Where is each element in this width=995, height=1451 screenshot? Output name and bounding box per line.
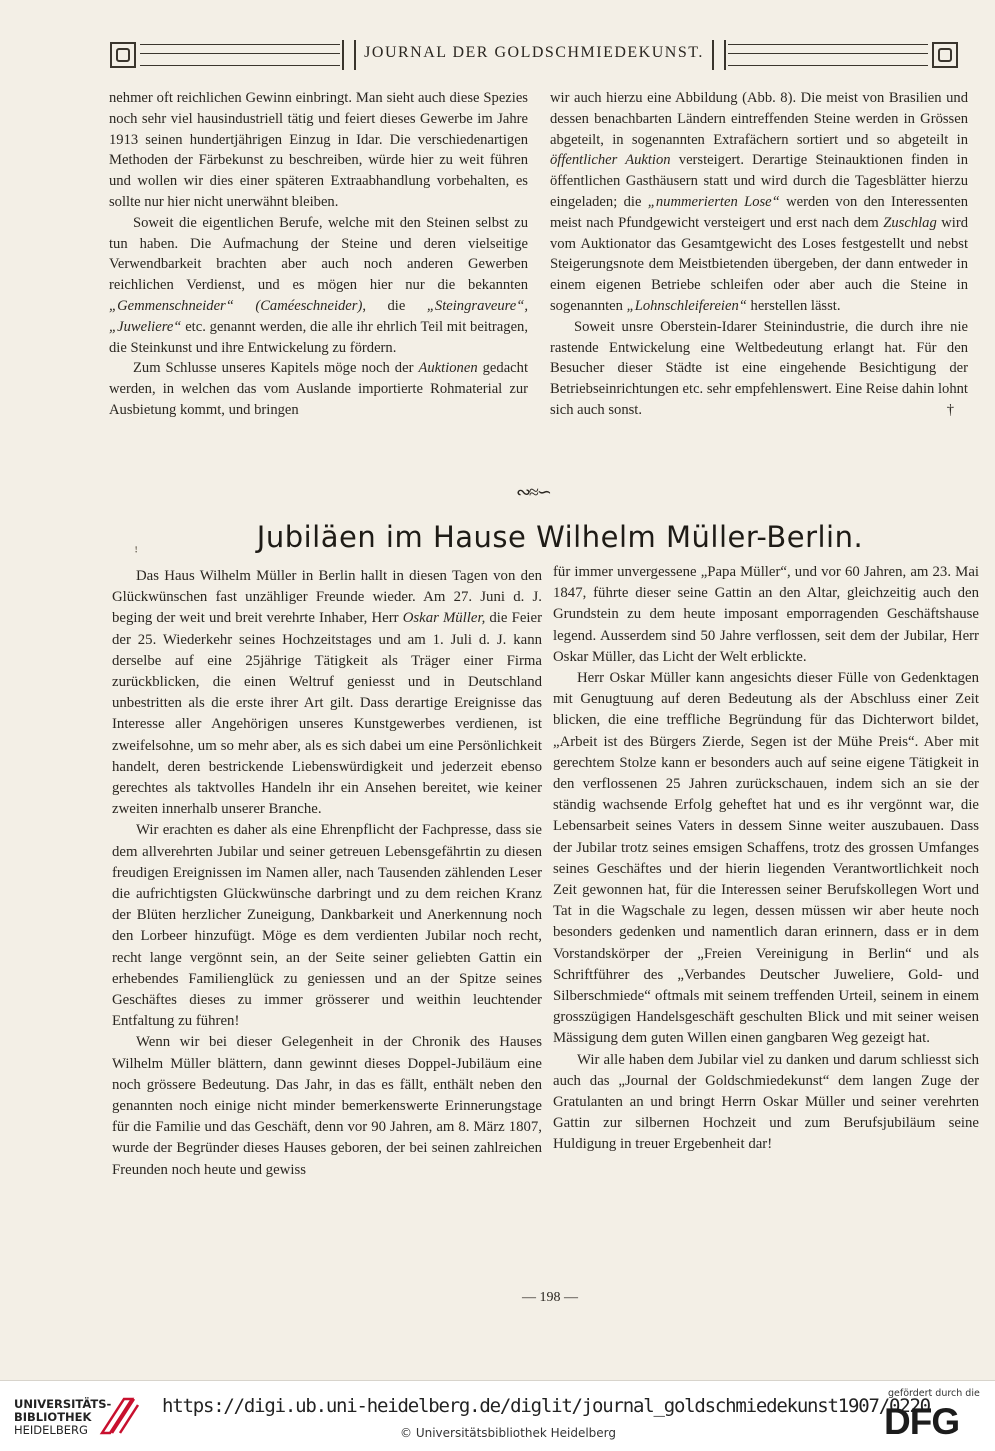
header-rule-left: [140, 44, 340, 66]
digitization-footer: [0, 1380, 995, 1451]
article-column-left: [112, 566, 542, 1181]
paragraph: Wir erachten es daher als eine Ehrenpflicht der Fachpresse, dass sie dem allverehrten Jubilar und seiner getreuen Lebensgefährtin zu diesen freudigen Ereignissen im Namen aller, nach Tausenden zählenden Leser die aufrichtigsten Glückwünsche darbringt und zu dem reichen Kranz der Blüten herzlicher Zuneigung, Dankbarkeit und Anerkennung noch den Lorbeer hinzufügt. Möge es dem verdienten Jubilar noch recht, recht lange vergönnt sein, an der Seite seiner geliebten Gattin ein erhebendes Familienglück zu geniessen und an der Spitze seines Geschäftes dieses zu immer grösserer und weithin leuchtender Entfaltung zu führen!: [112, 822, 542, 1030]
header-bars-right: [712, 40, 726, 70]
article-column-right: [553, 562, 979, 1156]
library-name: UNIVERSITÄTS- BIBLIOTHEK HEIDELBERG: [14, 1397, 112, 1437]
copyright-notice: © Universitätsbibliothek Heidelberg: [400, 1426, 617, 1440]
library-logo-icon: [98, 1393, 142, 1437]
header-ornament-left: [110, 42, 136, 68]
dagger-mark: †: [946, 401, 954, 418]
small-mark-icon: ꜝ: [134, 546, 139, 561]
header-bars-left: [342, 40, 356, 70]
paragraph: Wir alle haben dem Jubilar viel zu danken und darum schliesst sich auch das „Journal der Goldschmiedekunst“ dem langen Zuge der Gratulanten an und bringt Herrn Oskar Müller und seiner verehrten Gattin zur silbernen Hochzeit und zum Berufsjubiläum seine Huldigung in treuer Ergebenheit dar!: [553, 1051, 979, 1153]
paragraph: für immer unvergessene „Papa Müller“, und vor 60 Jahren, am 23. Mai 1847, führte dieser seine Gattin an den Altar, gleichzeitig auch den Grundstein zu dem heute imposant emporragenden Geschäftshause legend. Ausserdem sind 50 Jahre verflossen, seit dem der Jubilar, Herr Oskar Müller, das Licht der Welt erblickte.: [553, 564, 979, 665]
dfg-logo: DFG: [884, 1401, 960, 1442]
paragraph: Das Haus Wilhelm Müller in Berlin hallt in diesen Tagen von den Glückwünschen fast unzähliger Freunde wieder. Am 27. Juni d. J. beging der weit und breit verehrte Inhaber, Herr Oskar Müller, die Feier der 25. Wiederkehr seines Hochzeitstages und am 1. Juli d. J. kann derselbe auf eine 25jährige Tätigkeit als Träger einer Firma zurückblicken, die einen Weltruf geniesst und in Deutschland unbestritten als die erste ihrer Art gilt. Dass derartige Ereignisse das Interesse aller Angehörigen unseres Kunstgewerbes verdienen, ist zweifelsohne, um so mehr aber, als es sich dabei um eine Persönlichkeit handelt, deren bestrickende Liebenswürdigkeit und jederzeit ebenso gerechtes als taktvolles Handeln ihr ein Ansehen bereitet, wie keiner zweiten innerhalb unserer Branche.: [112, 568, 542, 818]
paragraph: Zum Schlusse unseres Kapitels möge noch der Auktionen gedacht werden, in welchen das vom Auslande importierte Rohmaterial zur Ausbietung kommt, und bringen: [109, 360, 528, 418]
paragraph: wir auch hierzu eine Abbildung (Abb. 8). Die meist von Brasilien und dessen benachbarten Ländern eintreffenden Steine werden in Grössen abgeteilt, in sogenannten Extrafächern sortiert und so abgeteilt in öffentlicher Auktion versteigert. Derartige Steinauktionen finden in öffentlichen Gasthäusern statt und wird durch die Tagesblätter hierzu eingeladen; die „nummerierten Lose“ werden von den Interessenten meist nach Pfundgewicht versteigert und erst nach dem Zuschlag wird vom Auktionator das Gesamtgewicht des Loses festgestellt und nebst Steigerungsnote dem Meistbietenden übergeben, der dann entweder in einem eigenen Betriebe schleifen oder aber auch die Steine in sogenannten „Lohnschleifereien“ herstellen lässt.: [550, 90, 969, 314]
paragraph: Wenn wir bei dieser Gelegenheit in der Chronik des Hauses Wilhelm Müller blättern, dann gewinnt dieses Doppel-Jubiläum eine noch grössere Bedeutung. Das Jahr, in das es fällt, enthält neben den genannten noch einige nicht minder bemerkenswerte Erinnerungstage für die Familie und das Geschäft, denn vor 90 Jahren, am 8. März 1807, wurde der Begründer dieses Hauses geboren, der bei seinen zahlreichen Freunden noch heute und gewiss: [112, 1034, 542, 1178]
journal-title: JOURNAL DER GOLDSCHMIEDEKUNST.: [364, 44, 704, 61]
upper-column-left: [109, 88, 528, 421]
header-rule-right: [728, 44, 928, 66]
paragraph: Herr Oskar Müller kann angesichts dieser Fülle von Gedenktagen mit Genugtuung auf deren Bedeutung als der Abschluss einer Zeit blicken, die eine treffliche Begründung für das Dichterwort bildet, „Arbeit ist des Bürgers Zierde, Segen ist der Mühe Preis“. Aber mit gerechtem Stolze kann er besonders auch auf seine eigene Tätigkeit in den verflossenen 25 Jahren zurückschauen, indem sich an sie der ständig wachsende Erfolg geheftet hat und es ihr vergönnt war, die Lebensarbeit seines Vaters in dessem Sinne weiter auszubauen. Dass der Jubilar trotz seines emsigen Schaffens, trotz des grossen Umfanges seines Geschäftes und der hierin liegenden Verantwortlichkeit noch Zeit gewonnen hat, für die Interessen seiner Berufskollegen Wort und Tat in die Wagschale zu legen, dessen müssen wir aber heute noch besonders gedenken und namentlich daran erinnern, dass er in dem Vorstandskörper der „Freien Vereinigung in Berlin“ und als Schriftführer des „Verbandes Deutscher Juweliere, Gold- und Silberschmiede“ oftmals mit seinem treffenden Urteil, seinem in einem grosszügigen Handelsgeschäft geschulten Blick und mit seiner weisen Mässigung dem guten Willen einen gangbaren Weg gezeigt hat.: [553, 670, 979, 1047]
funder-caption: gefördert durch die: [888, 1388, 980, 1399]
running-header: [110, 38, 958, 72]
paragraph: Soweit unsre Oberstein-Idarer Steinindustrie, die durch ihre nie rastende Entwickelung eine Weltbedeutung erlangt hat. Für den Besucher dieser Städte ist eine eingehende Besichtigung der Betriebseinrichtungen etc. sehr empfehlenswert. Eine Reise dahin lohnt sich auch sonst. †: [550, 317, 968, 421]
upper-column-right: [550, 88, 968, 421]
article-title: Jubiläen im Hause Wilhelm Müller-Berlin.: [256, 520, 864, 554]
section-divider-ornament: ∾≈∽: [515, 482, 551, 502]
permalink-url[interactable]: https://digi.ub.uni-heidelberg.de/diglit/journal_goldschmiedekunst1907/0220: [162, 1395, 930, 1417]
header-ornament-right: [932, 42, 958, 68]
paragraph: nehmer oft reichlichen Gewinn einbringt. Man sieht auch diese Spezies noch sehr viel hausindustriell tätig und feiert dieses Gewerbe im Jahre 1913 seinen hundertjährigen Einzug in Idar. Die verschiedenartigen Methoden der Färbekunst zu beschreiben, würde hier zu weit führen und wollen wir dies einer späteren Extraabhandlung vorbehalten, es sollte nur hier nicht unerwähnt bleiben.: [109, 90, 528, 210]
paragraph: Soweit die eigentlichen Berufe, welche mit den Steinen selbst zu tun haben. Die Aufmachung der Steine und deren vielseitige Verwendbarkeit brachten aber auch noch anderen Gewerben reichlichen Verdienst, und es mögen hier nur die bekannten „Gemmenschneider“ (Caméeschneider), die „Steingraveure“, „Juweliere“ etc. genannt werden, die alle ihr ehrlich Teil mit beitragen, die Steinkunst und ihre Entwickelung zu fördern.: [109, 214, 529, 356]
page-number: — 198 —: [522, 1290, 578, 1305]
